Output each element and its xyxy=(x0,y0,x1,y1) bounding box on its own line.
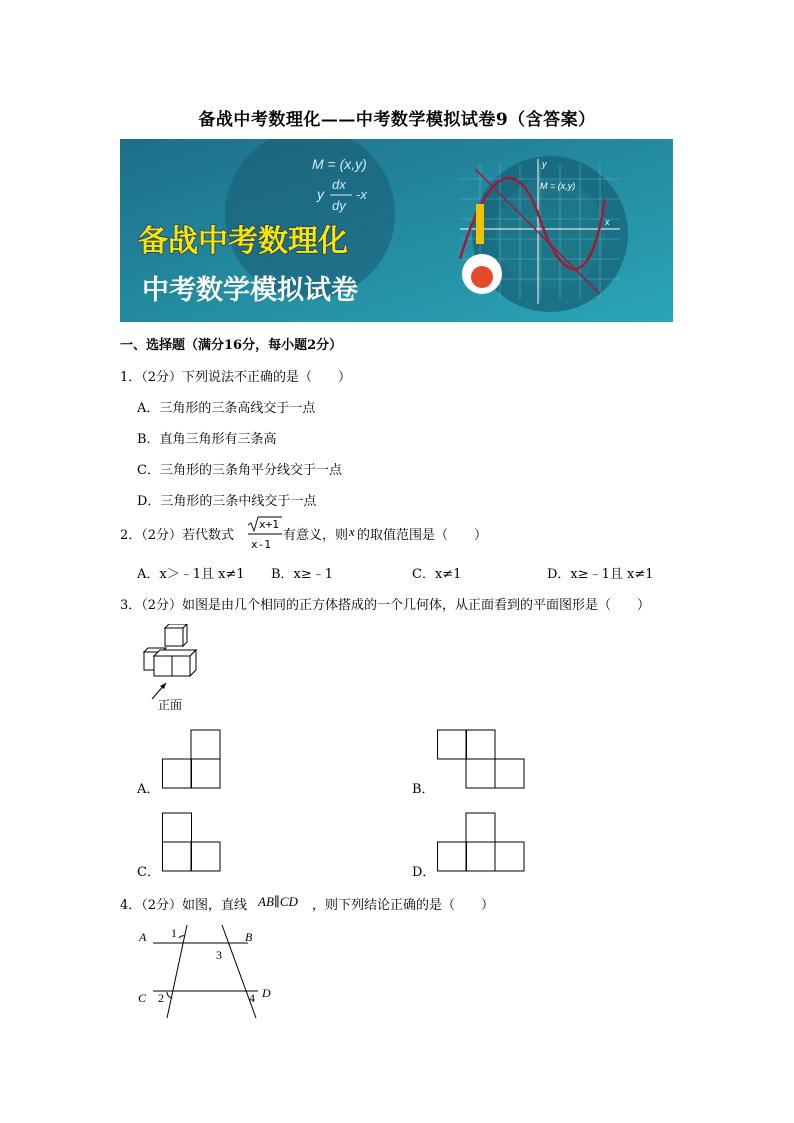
parallel-lines-figure xyxy=(135,922,280,1020)
question-1-option-b[interactable]: B．直角三角形有三条高 xyxy=(137,432,277,447)
banner-formula-x: -x xyxy=(356,187,367,202)
question-4-stem-pre: 4．（2分）如图，直线 xyxy=(120,898,248,913)
question-3-option-c-label[interactable]: C． xyxy=(137,865,160,880)
fraction-numerator: x+1 xyxy=(259,518,279,531)
question-1-stem: 1．（2分）下列说法不正确的是（ ） xyxy=(120,370,352,385)
point-label-d: D xyxy=(262,986,271,1000)
banner-image xyxy=(120,139,673,322)
question-3-option-a-figure[interactable] xyxy=(162,729,222,789)
question-2-var: x xyxy=(349,524,355,539)
question-1-option-c[interactable]: C．三角形的三条角平分线交于一点 xyxy=(137,463,342,478)
question-3-option-a-label[interactable]: A． xyxy=(137,782,160,797)
question-2-option-c[interactable]: C．x≠1 xyxy=(412,567,462,582)
question-3-option-d-figure[interactable] xyxy=(437,812,527,872)
question-2-option-a[interactable]: A．x＞﹣1且 x≠1 xyxy=(137,567,245,582)
fraction-expression xyxy=(247,515,283,553)
banner-formula-y: y xyxy=(317,186,324,202)
point-label-b: B xyxy=(245,930,253,944)
angle-label-2: 2 xyxy=(158,991,164,1005)
question-2-option-b[interactable]: B．x≥﹣1 xyxy=(271,567,334,582)
question-3-option-b-label[interactable]: B． xyxy=(412,782,435,797)
banner-formula-m: M = (x,y) xyxy=(312,156,367,172)
question-3-option-c-figure[interactable] xyxy=(162,812,224,872)
angle-label-1: 1 xyxy=(171,926,177,940)
banner-formula-dy: dy xyxy=(332,198,346,213)
point-label-c: C xyxy=(138,991,147,1005)
banner-title-line2: 中考数学模拟试卷 xyxy=(142,275,358,306)
question-4-ab-cd: AB∥CD xyxy=(258,894,298,909)
banner-title-line1: 备战中考数理化 xyxy=(138,224,348,259)
question-2-stem-pre: 2．（2分）若代数式 xyxy=(120,528,235,543)
banner-formula-small: M = (x,y) xyxy=(540,181,576,191)
angle-label-4: 4 xyxy=(249,991,255,1005)
question-2-stem-post: 的取值范围是（ ） xyxy=(357,528,488,543)
banner-axis-x: x xyxy=(605,217,610,227)
page-title: 备战中考数理化——中考数学模拟试卷9（含答案） xyxy=(198,110,596,130)
question-1-option-d[interactable]: D．三角形的三条中线交于一点 xyxy=(137,494,317,509)
question-2-stem-mid: 有意义，则 xyxy=(283,528,349,543)
question-3-stem: 3．（2分）如图是由几个相同的正方体搭成的一个几何体，从正面看到的平面图形是（ ） xyxy=(120,598,651,613)
section-heading: 一、选择题（满分16分，每小题2分） xyxy=(120,338,343,353)
cube-solid-figure xyxy=(138,624,208,716)
question-2-option-d[interactable]: D．x≥﹣1且 x≠1 xyxy=(547,567,654,582)
question-3-option-b-figure[interactable] xyxy=(437,729,527,789)
angle-label-3: 3 xyxy=(216,948,222,962)
point-label-a: A xyxy=(139,930,147,944)
fraction-denominator: x-1 xyxy=(251,538,271,551)
question-4-stem-post: ，则下列结论正确的是（ ） xyxy=(312,898,495,913)
banner-formula-dx: dx xyxy=(332,177,346,192)
question-1-option-a[interactable]: A．三角形的三条高线交于一点 xyxy=(137,401,316,416)
banner-axis-y: y xyxy=(542,159,547,169)
front-view-label: 正面 xyxy=(158,698,183,712)
question-3-option-d-label[interactable]: D． xyxy=(412,865,436,880)
